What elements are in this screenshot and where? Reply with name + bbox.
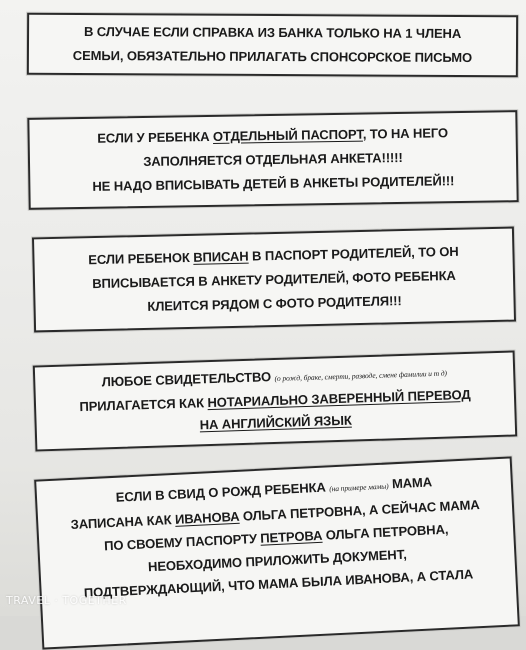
text-segment: ЛЮБОЕ СВИДЕТЕЛЬСТВО: [101, 369, 275, 390]
notice-certificate-translation: [33, 350, 517, 451]
notice-line: ЗАПОЛНЯЕТСЯ ОТДЕЛЬНАЯ АНКЕТА!!!!!: [143, 149, 403, 170]
underlined-text: ПЕТРОВА: [259, 527, 323, 546]
notice-line: НЕ НАДО ВПИСЫВАТЬ ДЕТЕЙ В АНКЕТЫ РОДИТЕЛЕЙ!!!: [92, 173, 455, 194]
text-segment: ПО СВОЕМУ ПАСПОРТУ: [103, 530, 261, 554]
text-segment: ЕСЛИ В СВИД О РОЖД РЕБЕНКА: [115, 479, 330, 505]
watermark: TRAVEL · TOGETHER: [6, 594, 127, 607]
notice-line: ПОДТВЕРЖДАЮЩИЙ, ЧТО МАМА БЫЛА ИВАНОВА, А СТАЛА: [83, 566, 474, 601]
notice-bank-certificate: [27, 13, 518, 78]
notice-surname-change: [34, 456, 520, 649]
underlined-text: НА АНГЛИЙСКИЙ ЯЗЫК: [199, 412, 352, 433]
small-italic-note: (о рожд, браке, смерти, разводе, смене фамилии и т д): [274, 368, 447, 384]
text-segment: , ТО НА НЕГО: [362, 125, 449, 142]
notice-child-in-parent-passport: [32, 227, 516, 333]
text-segment: ОЛЬГА ПЕТРОВНА, А СЕЙЧАС МАМА: [239, 497, 480, 524]
notice-line: СЕМЬИ, ОБЯЗАТЕЛЬНО ПРИЛАГАТЬ СПОНСОРСКОЕ ПИСЬМО: [72, 47, 473, 66]
text-segment: ПРИЛАГАЕТСЯ КАК: [79, 395, 208, 415]
notice-line: В СЛУЧАЕ ЕСЛИ СПРАВКА ИЗ БАНКА ТОЛЬКО НА 1 ЧЛЕНА: [83, 24, 462, 41]
underlined-text: ОТДЕЛЬНЫЙ ПАСПОРТ: [212, 126, 363, 144]
underlined-text: ИВАНОВА: [174, 508, 240, 527]
text-segment: МАМА: [388, 474, 433, 492]
notice-child-separate-passport: [27, 110, 518, 210]
underlined-text: НОТАРИАЛЬНО ЗАВЕРЕННЫЙ ПЕРЕВОД: [207, 386, 471, 411]
text-segment: ЕСЛИ РЕБЕНОК: [88, 249, 194, 268]
text-segment: ЗАПИСАНА КАК: [70, 511, 176, 533]
text-segment: В ПАСПОРТ РОДИТЕЛЕЙ, ТО ОН: [248, 243, 459, 264]
notice-line: КЛЕИТСЯ РЯДОМ С ФОТО РОДИТЕЛЯ!!!: [147, 293, 402, 314]
text-segment: ЕСЛИ У РЕБЕНКА: [97, 128, 214, 146]
underlined-text: ВПИСАН: [193, 248, 249, 265]
notice-line: НЕОБХОДИМО ПРИЛОЖИТЬ ДОКУМЕНТ,: [147, 546, 408, 575]
small-italic-note: (на примере мамы): [329, 481, 389, 494]
text-segment: ОЛЬГА ПЕТРОВНА,: [321, 521, 449, 543]
notice-line: ВПИСЫВАЕТСЯ В АНКЕТУ РОДИТЕЛЕЙ, ФОТО РЕБЕНКА: [92, 267, 456, 292]
